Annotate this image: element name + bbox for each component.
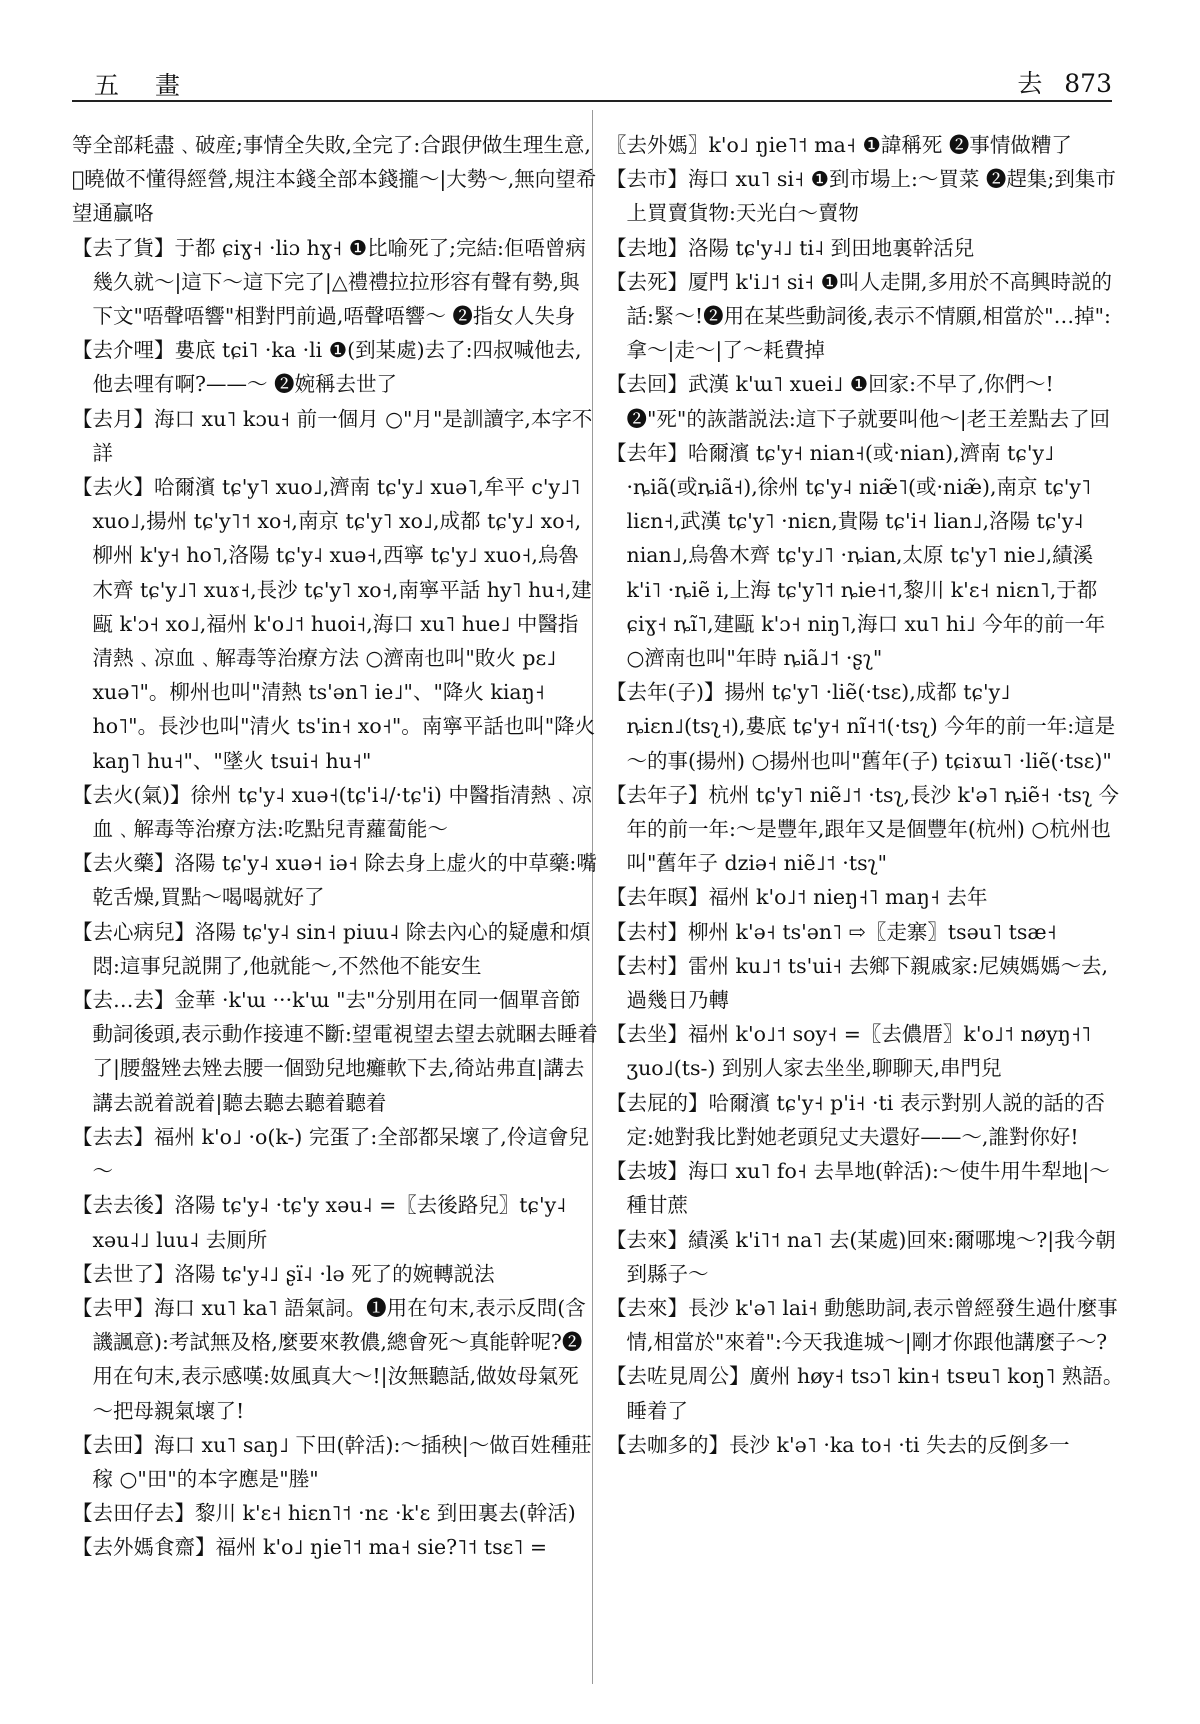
dictionary-entry: 【去咗見周公】廣州 høy˧ tsɔ˥ kin˧ tsɐu˥ koŋ˥ 熟語。睡着了: [606, 1364, 1124, 1423]
dictionary-entry: 【去村】柳州 k'ə˧ ts'ən˥ ⇨〖走寨〗tsəu˥ tsæ˧: [606, 919, 1057, 944]
page-ref: [1003, 64, 1112, 100]
dictionary-entry: 【去世了】洛陽 tɕ'y˨˩ ʂï˨ ·lə 死了的婉轉説法: [72, 1261, 495, 1286]
header-char: 去: [1017, 69, 1043, 98]
dictionary-entry: 【去坐】福州 k'o˩˦ soy˧ =〖去儂厝〗k'o˩˦ nøyŋ˧˥ ʒuo˩(ts-) 到别人家去坐坐,聊聊天,串門兒: [606, 1022, 1092, 1081]
dictionary-entry: 【去死】厦門 k'i˩˦ si˧ ❶叫人走開,多用於不高興時説的話:緊～!❷用在某些動詞後,表示不情願,相當於"…掉":拿～|走～|了～耗費掉: [606, 269, 1112, 363]
dictionary-entry: 【去屁的】哈爾濱 tɕ'y˧ p'i˧ ·ti 表示對别人説的話的否定:她對我比對她老頭兒丈夫還好——～,誰對你好!: [606, 1090, 1105, 1149]
dictionary-entry: 【去月】海口 xu˥ kɔu˧ 前一個月 ○"月"是訓讀字,本字不詳: [72, 406, 593, 465]
dictionary-entry: 【去年】哈爾濱 tɕ'y˧ nian˧(或·nian),濟南 tɕ'y˩ ·ȵiã(或ȵiã˧),徐州 tɕ'y˨ niæ̃˥(或·niæ̃),南京 tɕ'y˥ liɛn˧,武漢 tɕ'y˥ ·niɛn,貴陽 tɕ'i˧ lian˩,洛陽 tɕ'y˨ nian˩,烏魯木齊 tɕ'y˩˥ ·ȵian,太原 tɕ'y˥ nie˩,績溪 k'i˥ ·ȵiẽ i,上海 tɕ'y˥˦ ȵie˧˦,黎川 k'ɛ˧ niɛn˥,于都 ɕiɣ˧ ȵĩ˥,建甌 k'ɔ˧ niŋ˥,海口 xu˥ hi˩ 今年的前一年 ○濟南也叫"年時 ȵiã˩˦ ·ʂʅ": [606, 440, 1106, 671]
dictionary-entry: 【去地】洛陽 tɕ'y˨˩ ti˨ 到田地裏幹活兒: [606, 235, 975, 260]
dictionary-entry: 【去年暝】福州 k'o˩˦ nieŋ˧˥ maŋ˧ 去年: [606, 885, 988, 910]
dictionary-entry: 【去介哩】婁底 tɕi˥ ·ka ·li ❶(到某處)去了:四叔喊他去,他去哩有啊?——～ ❷婉稱去世了: [72, 338, 582, 397]
dictionary-entry: 等全部耗盡﹑破産;事情全失敗,全完了:合跟伊做生理生意,𫃬曉做不懂得經營,規注本錢全部本錢攏～|大勢～,無向望希望通贏咯: [72, 133, 597, 226]
dictionary-entry: 【去年(子)】揚州 tɕ'y˥ ·liẽ(·tsɛ),成都 tɕ'y˩ ȵiɛn˩(tsʅ˧),婁底 tɕ'y˧ nĩ˧˦(·tsʅ) 今年的前一年:這是～的事(揚州) ○揚州也叫"舊年(子) tɕiɤɯ˥ ·liẽ(·tsɛ)": [606, 680, 1116, 773]
dictionary-entry: 【去村】雷州 ku˩˦ ts'ui˧ 去鄉下親戚家:尼姨媽媽～去,過幾日乃轉: [606, 953, 1109, 1013]
dictionary-entry: 【去火(氣)】徐州 tɕ'y˨ xuə˧(tɕ'i˨/·tɕ'i) 中醫指清熱﹑凉血﹑解毒等治療方法:吃點兒青蘿蔔能～: [72, 782, 592, 842]
dictionary-entry: 【去去】福州 k'o˩ ·o(k-) 完蛋了:全部都呆壞了,伶這會兒～: [72, 1124, 589, 1184]
section-title: 五 畫: [94, 71, 194, 100]
dictionary-entry: 【去心病兒】洛陽 tɕ'y˨ sin˧ piuu˨ 除去內心的疑慮和煩悶:這事兒説開了,他就能～,不然他不能安生: [72, 919, 591, 978]
dictionary-entry: 〖去外媽〗k'o˩ ŋie˥˦ ma˧ ❶諱稱死 ❷事情做糟了: [606, 133, 1072, 157]
dictionary-entry: 【去…去】金華 ·k'ɯ ···k'ɯ "去"分别用在同一個單音節動詞後頭,表示動作接連不斷:望電視望去望去就睏去睡着了|腰盤矬去矬去腰一個勁兒地癱軟下去,徛站弗直|講去講去説着説着|聽去聽去聽着聽着: [72, 988, 598, 1115]
dictionary-entry: 【去田仔去】黎川 k'ɛ˧ hiɛn˥˦ ·nɛ ·k'ɛ 到田裏去(幹活): [72, 1501, 576, 1526]
dictionary-entry: 【去田】海口 xu˥ saŋ˩ 下田(幹活):～插秧|～做百姓種莊稼 ○"田"的本字應是"塍": [72, 1432, 592, 1491]
dictionary-entry: 【去來】長沙 k'ə˥ lai˧ 動態助詞,表示曾經發生過什麼事情,相當於"來着":今天我進城～|剛才你跟他講麼子～?: [606, 1295, 1118, 1355]
dictionary-entry: 【去市】海口 xu˥ si˧ ❶到市場上:～買菜 ❷趕集;到集市上買賣貨物:天光白～賣物: [606, 167, 1116, 226]
dictionary-entry: 【去來】績溪 k'i˥˦ na˥ 去(某處)回來:爾哪塊～?|我今朝到縣子～: [606, 1227, 1116, 1286]
page-header: [72, 56, 1112, 102]
left-column: [72, 128, 598, 1565]
right-column: [606, 128, 1128, 1462]
dictionary-entry: 【去火】哈爾濱 tɕ'y˥ xuo˩,濟南 tɕ'y˩ xuə˥,牟平 c'y˩˥ xuo˩,揚州 tɕ'y˥˦ xo˧,南京 tɕ'y˥ xo˩,成都 tɕ'y˩ xo˧,柳州 k'y˧ ho˥,洛陽 tɕ'y˨ xuə˧,西寧 tɕ'y˩ xuo˧,烏魯木齊 tɕ'y˩˥ xuɤ˧,長沙 tɕ'y˥ xo˧,南寧平話 hy˥ hu˧,建甌 k'ɔ˧ xo˩,福州 k'o˩˦ huoi˧,海口 xu˥ hue˩ 中醫指清熱﹑凉血﹑解毒等治療方法 ○濟南也叫"敗火 pɛ˩ xuə˥"。柳州也叫"清熱 ts'ən˥ ie˩"、"降火 kiaŋ˧ ho˥"。長沙也叫"清火 ts'in˧ xo˧"。南寧平話也叫"降火 kaŋ˥ hu˧"、"墜火 tsui˧ hu˧": [72, 475, 596, 773]
dictionary-entry: 【去年子】杭州 tɕ'y˥ niẽ˩˦ ·tsʅ,長沙 k'ə˥ ȵiẽ˧ ·tsʅ 今年的前一年:～是豐年,跟年又是個豐年(杭州) ○杭州也叫"舊年子 dziə˧ niẽ˩˦ ·tsʅ": [606, 782, 1119, 876]
dictionary-entry: 【去去後】洛陽 tɕ'y˨ ·tɕ'y xəu˨ =〖去後路兒〗tɕ'y˨ xəu˨˩ luu˨ 去厠所: [72, 1193, 567, 1252]
dictionary-entry: 【去外媽食齋】福州 k'o˩ ŋie˥˦ ma˧ sie?˥˦ tsɛ˥ =: [72, 1535, 548, 1560]
dictionary-entry: 【去了貨】于都 ɕiɣ˧ ·liɔ hɣ˧ ❶比喻死了;完結:佢唔曾病幾久就～|這下～這下完了|△禮禮拉拉形容有聲有勢,與下文"唔聲唔響"相對門前過,唔聲唔響～ ❷指女人失身: [72, 235, 586, 329]
dictionary-entry: 【去坡】海口 xu˥ fo˧ 去旱地(幹活):～使牛用牛犁地|～種甘蔗: [606, 1159, 1110, 1218]
dictionary-entry: 【去咖多的】長沙 k'ə˥ ·ka to˧ ·ti 失去的反倒多一: [606, 1432, 1070, 1457]
page-number: 873: [1064, 69, 1112, 98]
dictionary-entry: 【去回】武漢 k'ɯ˥ xuei˩ ❶回家:不早了,你們～!❷"死"的詼諧説法:這下子就要叫他～|老王差點去了回: [606, 372, 1111, 431]
dictionary-entry: 【去甲】海口 xu˥ ka˥ 語氣詞。❶用在句末,表示反問(含譏諷意):考試無及格,麼要來教儂,總會死～真能幹呢?❷用在句末,表示感嘆:奻風真大～!|汝無聽話,做奻母氣死～把母親氣壞了!: [72, 1295, 586, 1423]
dictionary-entry: 【去火藥】洛陽 tɕ'y˨ xuə˧ iə˧ 除去身上虚火的中草藥:嘴乾舌燥,買點～喝喝就好了: [72, 851, 597, 910]
